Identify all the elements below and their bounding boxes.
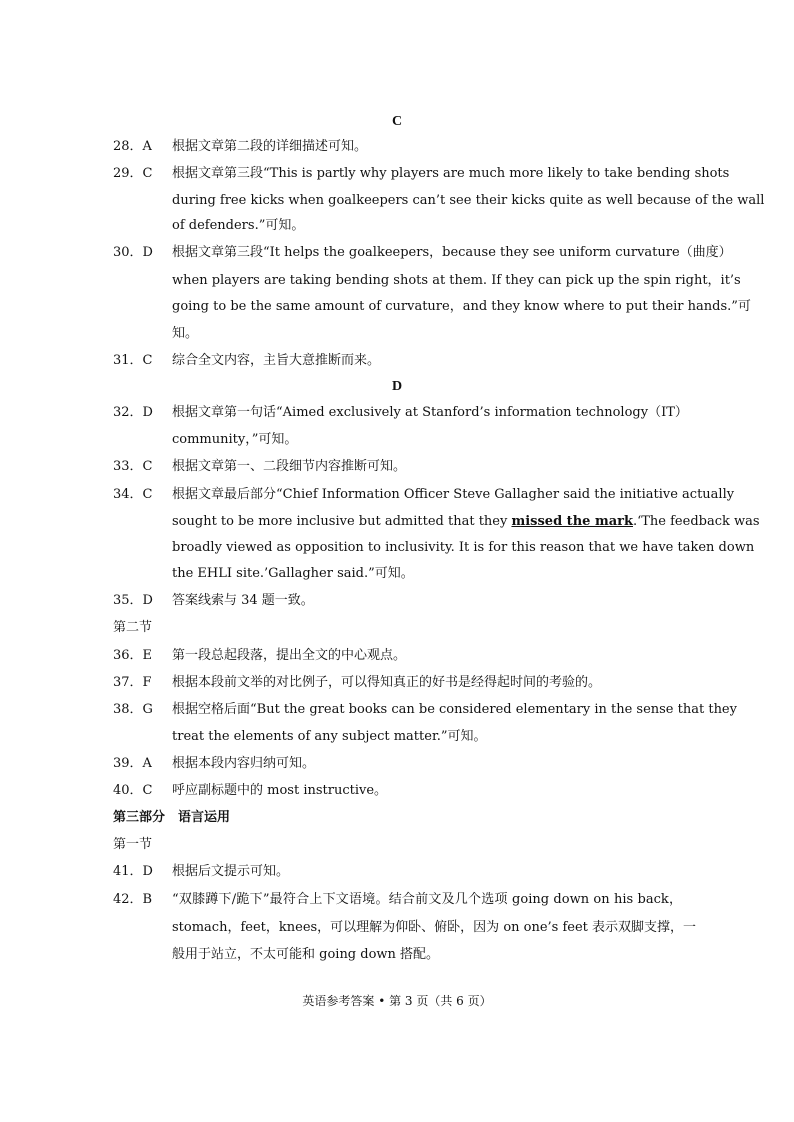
answer-30-line3: going to be the same amount of curvature，and they know where to put their hands.”可	[172, 299, 751, 314]
answer-34-line2-end: .‘The feedback was	[632, 514, 760, 529]
answer-33-number: 33．C	[113, 459, 153, 474]
part-three-label: 第三部分 语言运用	[113, 810, 231, 825]
answer-42-number: 42．B	[113, 892, 153, 907]
answer-32-number: 32．D	[113, 405, 153, 420]
missed-the-mark-emphasis: missed the mark	[511, 514, 633, 529]
answer-37-number: 37．F	[113, 675, 152, 690]
answer-30-number: 30．D	[113, 245, 153, 260]
answer-40-number: 40．C	[113, 783, 153, 798]
answer-33-text: 根据文章第一、二段细节内容推断可知。	[172, 459, 407, 474]
answer-30-line2: when players are taking bending shots at them. If they can pick up the spin right，it’s	[172, 273, 741, 288]
answer-32-line1: 根据文章第一句话“Aimed exclusively at Stanford’s information technology（IT）	[172, 405, 688, 420]
answer-35-number: 35．D	[113, 593, 153, 608]
part-three-subsection-label: 第一节	[113, 837, 153, 852]
answer-31-text: 综合全文内容，主旨大意推断而来。	[172, 353, 381, 368]
answer-36-number: 36．E	[113, 648, 153, 663]
section-c-heading: C	[391, 114, 403, 129]
answer-41-text: 根据后文提示可知。	[172, 864, 290, 879]
answer-38-number: 38．G	[113, 702, 153, 717]
answer-28-number: 28．A	[113, 139, 152, 154]
answer-39-text: 根据本段内容归纳可知。	[172, 756, 316, 771]
answer-42-line3: 般用于站立，不太可能和 going down 搭配。	[172, 947, 440, 962]
answer-42-line1: “双膝蹲下/跪下”最符合上下文语境。结合前文及几个选项 going down on his back，	[172, 892, 682, 907]
answer-34-line3: broadly viewed as opposition to inclusivity. It is for this reason that we have taken down	[172, 540, 755, 555]
answer-37-text: 根据本段前文举的对比例子，可以得知真正的好书是经得起时间的考验的。	[172, 675, 602, 690]
answer-38-line1: 根据空格后面“But the great books can be considered elementary in the sense that they	[172, 702, 737, 717]
page-footer: 英语参考答案 • 第 3 页（共 6 页）	[302, 994, 492, 1008]
part-two-label: 第二节	[113, 620, 153, 635]
answer-36-text: 第一段总起段落，提出全文的中心观点。	[172, 648, 407, 663]
answer-29-number: 29．C	[113, 166, 153, 181]
answer-42-line2: stomach，feet，knees，可以理解为仰卧、俯卧，因为 on one’s feet 表示双脚支撑，一	[172, 920, 697, 935]
answer-31-number: 31．C	[113, 353, 153, 368]
answer-40-text: 呼应副标题中的 most instructive。	[172, 783, 388, 798]
answer-38-line2: treat the elements of any subject matter.”可知。	[172, 729, 487, 744]
answer-34-line4: the EHLI site.’Gallagher said.”可知。	[172, 566, 414, 581]
answer-34-line2-start: sought to be more inclusive but admitted that they	[172, 514, 512, 529]
section-d-heading: D	[391, 379, 403, 394]
answer-30-line1: 根据文章第三段“It helps the goalkeepers，because they see uniform curvature（曲度）	[172, 245, 732, 260]
answer-41-number: 41．D	[113, 864, 153, 879]
answer-29-line3: of defenders.”可知。	[172, 218, 305, 233]
answer-28-text: 根据文章第二段的详细描述可知。	[172, 139, 368, 154]
answer-29-line2: during free kicks when goalkeepers can’t see their kicks quite as well because of the wall	[172, 193, 765, 208]
answer-30-line4: 知。	[172, 326, 199, 341]
answer-32-line2: community，”可知。	[172, 432, 298, 447]
answer-34-line1: 根据文章最后部分“Chief Information Officer Steve Gallagher said the initiative actually	[172, 487, 735, 502]
answer-35-text: 答案线索与 34 题一致。	[172, 593, 314, 608]
answer-34-number: 34．C	[113, 487, 153, 502]
answer-39-number: 39．A	[113, 756, 152, 771]
answer-29-line1: 根据文章第三段“This is partly why players are much more likely to take bending shots	[172, 166, 730, 181]
answer-34-line2	[172, 508, 760, 535]
